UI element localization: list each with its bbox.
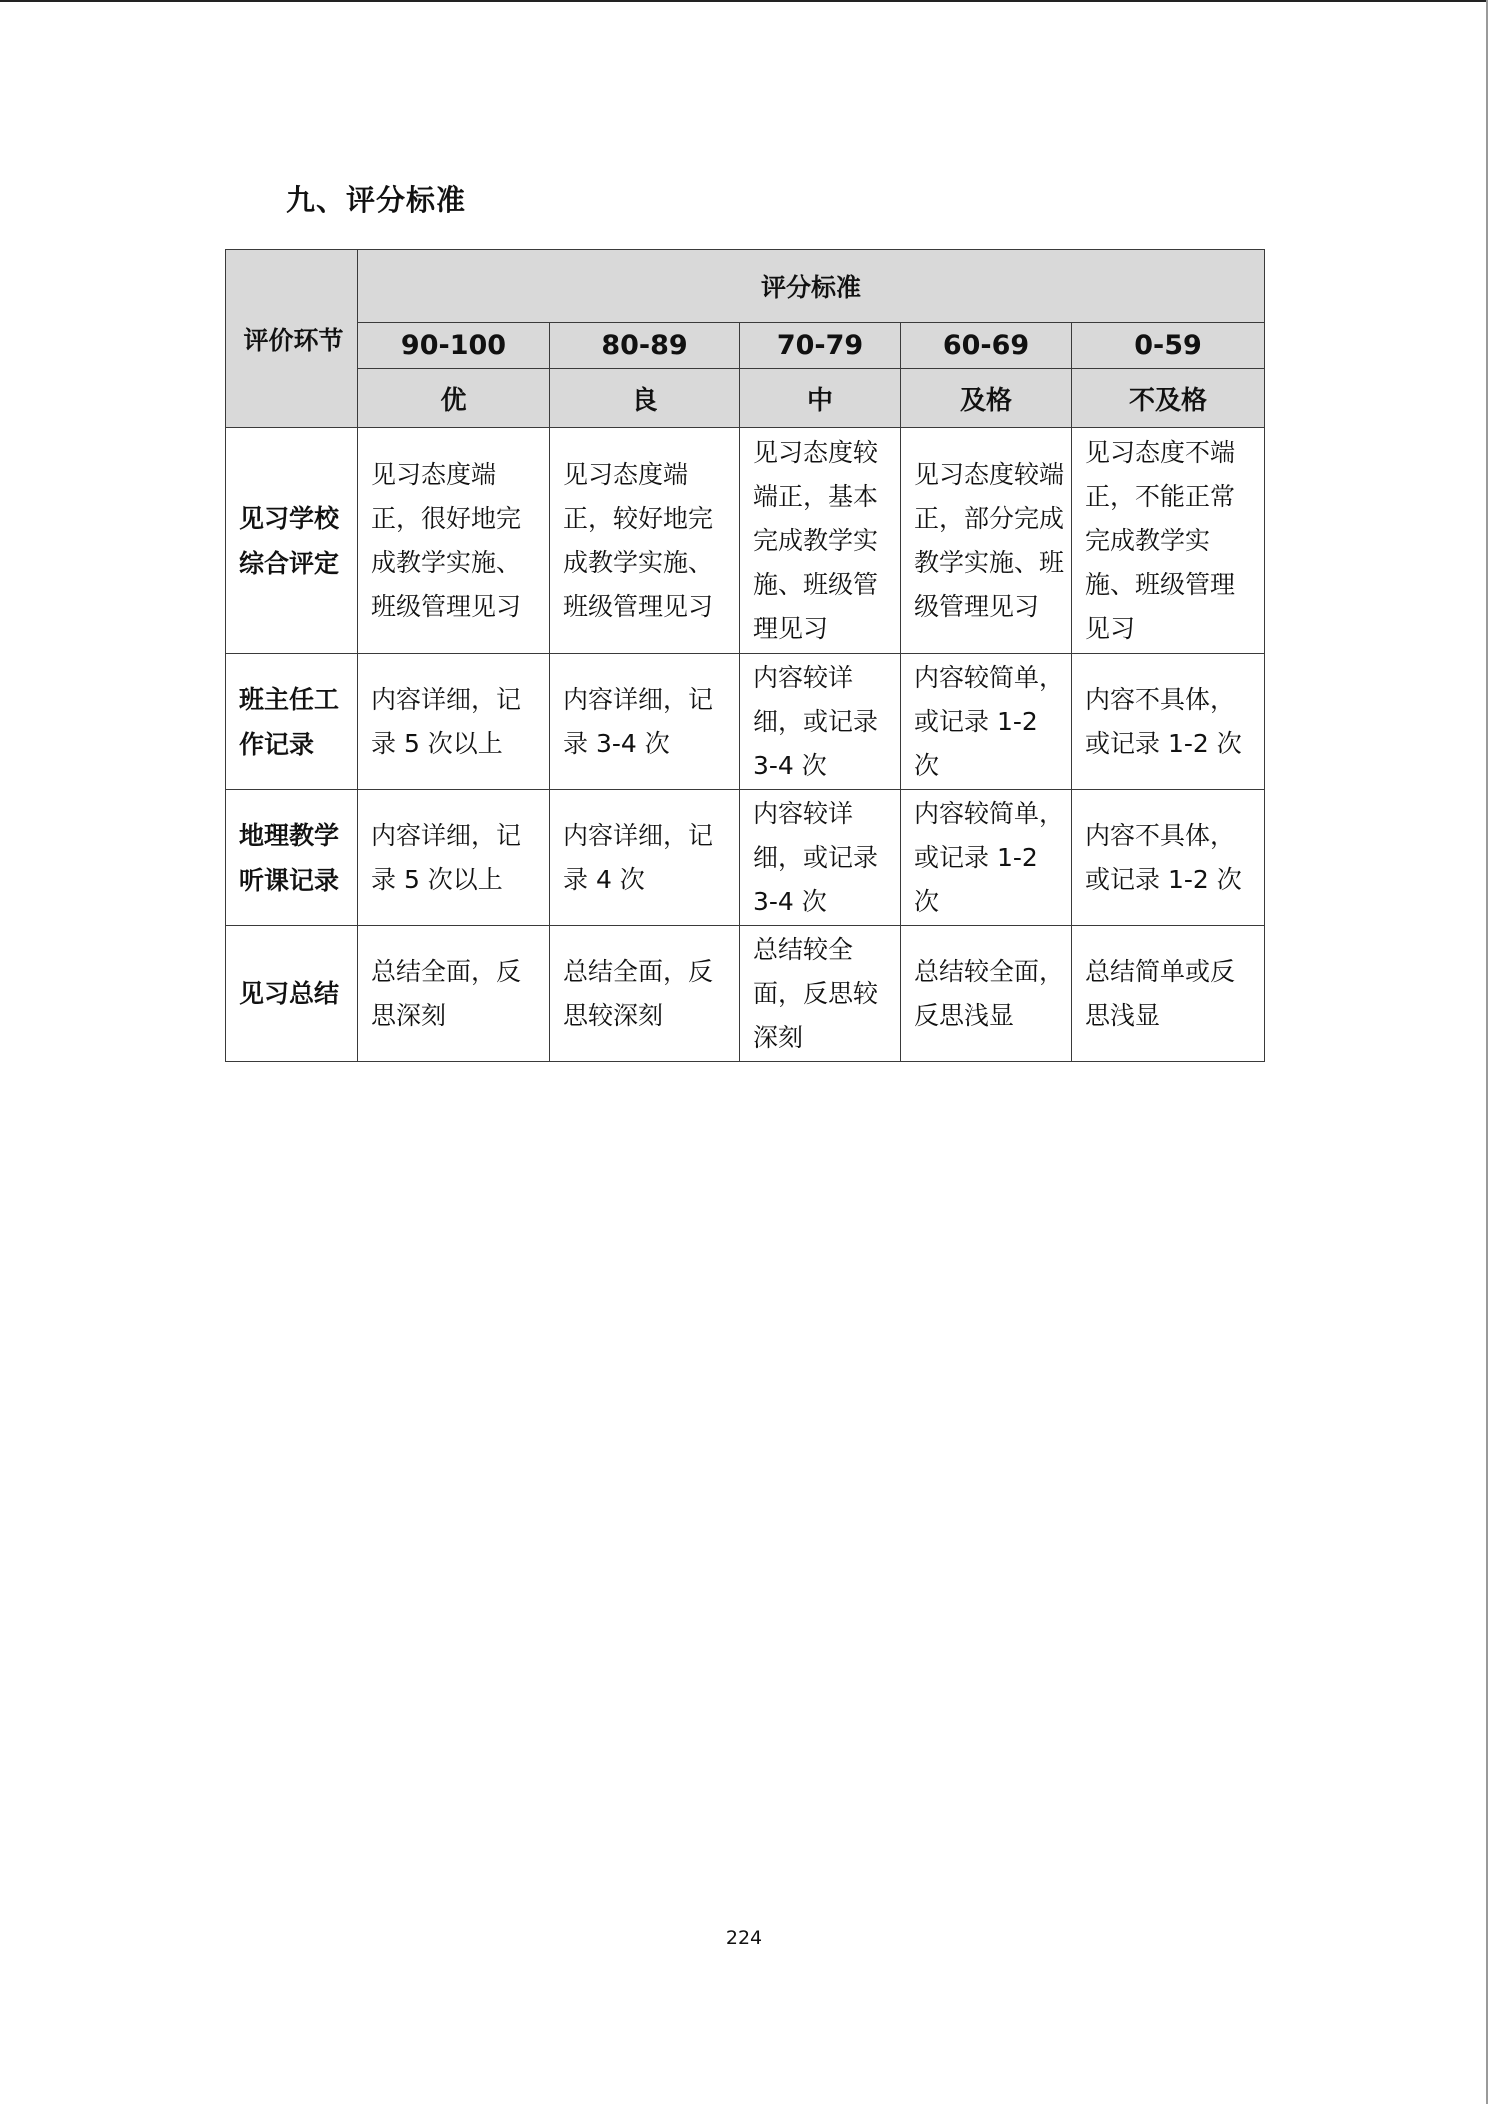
table-cell: 见习态度较端正，基本完成教学实施、班级管理见习 — [740, 428, 901, 654]
table-row — [226, 926, 1265, 1062]
table-cell: 见习态度端正，较好地完成教学实施、班级管理见习 — [550, 428, 740, 654]
header-row-ranges — [226, 323, 1265, 369]
table-cell: 见习态度较端正，部分完成教学实施、班级管理见习 — [901, 428, 1072, 654]
standard-header-cell: 评分标准 — [358, 250, 1265, 323]
table-cell: 总结全面，反思深刻 — [358, 926, 550, 1062]
grade-header-cell: 良 — [550, 369, 740, 428]
eval-header-cell — [226, 250, 358, 428]
header-row-grades — [226, 369, 1265, 428]
table-cell: 总结较全面，反思浅显 — [901, 926, 1072, 1062]
table-cell: 内容较详细，或记录 3-4 次 — [740, 790, 901, 926]
table-cell: 总结简单或反思浅显 — [1072, 926, 1265, 1062]
grade-header-cell: 不及格 — [1072, 369, 1265, 428]
eval-header-text: 评价环节 — [243, 325, 344, 355]
table-row — [226, 428, 1265, 654]
range-header-cell: 70-79 — [740, 323, 901, 369]
row-label-cell: 地理教学听课记录 — [226, 790, 358, 926]
grade-header-cell: 及格 — [901, 369, 1072, 428]
table-cell: 内容详细，记录 5 次以上 — [358, 654, 550, 790]
grade-header-cell: 优 — [358, 369, 550, 428]
header-row-title — [226, 250, 1265, 323]
table-row — [226, 654, 1265, 790]
table-cell: 内容较详细，或记录 3-4 次 — [740, 654, 901, 790]
table-cell: 内容较简单，或记录 1-2 次 — [901, 790, 1072, 926]
table-cell: 内容详细，记录 4 次 — [550, 790, 740, 926]
row-label-cell: 见习总结 — [226, 926, 358, 1062]
section-heading: 九、评分标准 — [286, 183, 467, 217]
range-header-cell: 0-59 — [1072, 323, 1265, 369]
table-cell: 见习态度端正，很好地完成教学实施、班级管理见习 — [358, 428, 550, 654]
page-top-border — [0, 0, 1488, 2]
range-header-cell: 90-100 — [358, 323, 550, 369]
range-header-cell: 80-89 — [550, 323, 740, 369]
table-cell: 内容详细，记录 5 次以上 — [358, 790, 550, 926]
table-cell: 内容不具体，或记录 1-2 次 — [1072, 790, 1265, 926]
grade-header-cell: 中 — [740, 369, 901, 428]
table-cell: 内容详细，记录 3-4 次 — [550, 654, 740, 790]
table-cell: 见习态度不端正，不能正常完成教学实施、班级管理见习 — [1072, 428, 1265, 654]
table-cell: 内容不具体，或记录 1-2 次 — [1072, 654, 1265, 790]
row-label-cell: 班主任工作记录 — [226, 654, 358, 790]
table-cell: 总结全面，反思较深刻 — [550, 926, 740, 1062]
table-cell: 内容较简单，或记录 1-2 次 — [901, 654, 1072, 790]
table-cell: 总结较全面，反思较深刻 — [740, 926, 901, 1062]
table-row — [226, 790, 1265, 926]
range-header-cell: 60-69 — [901, 323, 1072, 369]
grading-table — [225, 249, 1265, 1062]
page-number: 224 — [725, 1927, 763, 1949]
row-label-cell: 见习学校综合评定 — [226, 428, 358, 654]
